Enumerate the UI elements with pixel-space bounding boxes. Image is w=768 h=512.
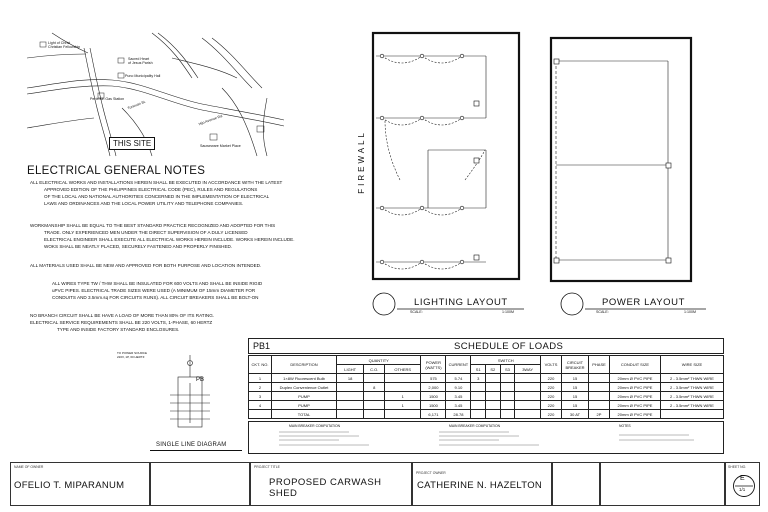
power-layout-title: POWER LAYOUT <box>602 297 686 308</box>
cell-conduit: 20mm Ø PVC PIPE <box>610 374 661 383</box>
cell-power: 1500 <box>421 392 446 401</box>
power-layout-plan <box>548 35 698 285</box>
cell-volts: 220 <box>541 392 562 401</box>
engineer-cell <box>412 462 552 506</box>
cell-phase <box>589 383 610 392</box>
col-conduit: CONDUIT SIZE <box>610 356 661 374</box>
col-volts: VOLTS <box>541 356 562 374</box>
note-line: NO BRANCH CIRCUIT SHALL BE HAVE A LOAD OF MORE THAN 80% OF ITS RATING. <box>30 313 215 318</box>
note-line: OF THE LOCAL AND NATIONAL AUTHORITIES CONCERNED IN THE IMPLEMENTATION OF ELECTRICAL <box>44 194 270 199</box>
cell-s2 <box>486 383 501 392</box>
cell-s2 <box>486 374 501 383</box>
cell-breaker: 15 <box>562 392 589 401</box>
total-volts: 220 <box>541 410 562 419</box>
cell-phase <box>589 374 610 383</box>
cell-3way <box>515 383 541 392</box>
col-co: C.O. <box>364 365 385 374</box>
cell-s3 <box>500 383 515 392</box>
col-phase: PHASE <box>589 356 610 374</box>
cell-description: PUMP <box>272 401 337 410</box>
total-label: TOTAL <box>272 410 337 419</box>
cell-power: 1500 <box>421 401 446 410</box>
map-label-road-1: Tunuvan St. <box>126 99 147 111</box>
col-switch: SWITCH <box>471 356 541 365</box>
cell-s1 <box>471 383 486 392</box>
map-label-hall: Puno Municipality Hall <box>125 74 161 78</box>
map-label-sacred-heart: Sacred Heart of Jesus Parish <box>128 57 153 65</box>
notes-title: ELECTRICAL GENERAL NOTES <box>27 165 206 177</box>
note-line: uPVC PIPES. ELECTRICAL TRADE SIZES WERE USED (A MINIMUM OF 15mm DIAMETER FOR <box>52 288 256 293</box>
col-current: CURRENT <box>446 356 471 374</box>
note-line: APPROVED EDITION OF THE PHILIPPINES ELECTRICAL CODE (PEC), RULES AND REGULATIONS <box>44 187 258 192</box>
note-line: ELECTRICAL SERVICE REQUIREMENTS SHALL BE 220 VOLTS, 1-PHASE, 60 HERTZ <box>30 320 213 325</box>
total-power: 6,171 <box>421 410 446 419</box>
project-title: PROPOSED CARWASH SHED <box>269 477 382 499</box>
cell-others <box>385 383 421 392</box>
cell-ckt: 2 <box>249 383 272 392</box>
col-others: OTHERS <box>385 365 421 374</box>
cell-ckt: 1 <box>249 374 272 383</box>
cell-ckt <box>249 410 272 419</box>
service-source-label: TO POWER SOURCE 220V, 1P, 60 HERTZ <box>117 351 147 359</box>
cell-breaker: 15 <box>562 383 589 392</box>
approval-cell <box>552 462 600 506</box>
map-label-road-2: Hijo Avenue Rd. <box>198 113 224 127</box>
lighting-layout-plan <box>370 30 522 282</box>
project-label: PROJECT TITLE <box>254 465 280 469</box>
sheet-cell <box>725 462 760 506</box>
owner-label: NAME OF OWNER <box>14 465 44 469</box>
cell-wire: 2 - 3.5mm² THWN WIRE <box>661 401 724 410</box>
computation-label-a: MAIN BREAKER COMPUTATION <box>289 424 341 428</box>
cell-description: PUMP <box>272 392 337 401</box>
cell-current: 3.45 <box>446 401 471 410</box>
lighting-scale-label: SCALE: <box>410 310 423 314</box>
col-s1: S1 <box>471 365 486 374</box>
table-row <box>249 374 724 383</box>
col-description: DESCRIPTION <box>272 356 337 374</box>
cell-3way <box>515 374 541 383</box>
cell-phase <box>589 392 610 401</box>
cell-current: 9.10 <box>446 383 471 392</box>
project-cell <box>250 462 412 506</box>
cell-co <box>364 374 385 383</box>
owner-cell <box>10 462 150 506</box>
note-line: WORKMANSHIP SHALL BE EQUAL TO THE BEST STANDARD PRACTICE RECOGNIZED AND ADOPTED FOR THIS <box>30 223 276 228</box>
cell-s1 <box>471 401 486 410</box>
col-breaker: CIRCUIT BREAKER <box>562 356 589 374</box>
table-row <box>249 383 724 392</box>
table-total-row <box>249 410 724 419</box>
single-line-diagram <box>150 345 245 435</box>
cell-light <box>337 401 364 410</box>
cell-light: 18 <box>337 374 364 383</box>
sheet-letter: E <box>740 475 745 482</box>
computation-box <box>248 421 724 454</box>
map-label-church: Light of Christ Christian Fellowship <box>48 41 81 49</box>
cell-description: Duplex Convenience Outlet <box>272 383 337 392</box>
power-scale-label: SCALE: <box>596 310 609 314</box>
cell-s2 <box>486 401 501 410</box>
power-scale-value: 1:100M <box>684 310 696 314</box>
col-light: LIGHT <box>337 365 364 374</box>
note-line: LAWS AND ORDINANCES AND THE LOCAL POWER UTILITY AND TELEPHONE COMPANIES. <box>44 201 244 206</box>
owner-name: OFELIO T. MIPARANUM <box>14 480 125 491</box>
sheet-number: 1/1 <box>739 487 746 492</box>
cell-conduit: 20mm Ø PVC PIPE <box>610 401 661 410</box>
sheet-label: SHEET NO. <box>728 465 747 469</box>
firewall-label: FIREWALL <box>357 130 366 194</box>
cell-ckt: 3 <box>249 392 272 401</box>
single-line-underline <box>150 450 242 451</box>
note-line: ALL WIRES TYPE TW / THW SHALL BE INSULATED FOR 600 VOLTS AND SHALL BE INSIDE RIGID <box>52 281 263 286</box>
col-power: POWER (WATTS) <box>421 356 446 374</box>
cell-wire: 2 - 3.5mm² THWN WIRE <box>661 374 724 383</box>
col-quantity: QUANTITY <box>337 356 421 365</box>
cell-wire: 2 - 3.5mm² THWN WIRE <box>661 383 724 392</box>
col-s2: S2 <box>486 365 501 374</box>
cell-conduit: 20mm Ø PVC PIPE <box>610 392 661 401</box>
cell-light <box>337 392 364 401</box>
cell-light <box>337 383 364 392</box>
cell-others: 1 <box>385 392 421 401</box>
note-line: TYPE AND INSIDE FACTORY STANDARD ENCLOSURES. <box>57 327 180 332</box>
cell-s3 <box>500 392 515 401</box>
engineer-label: PROJECT OWNER <box>416 471 446 475</box>
cell-volts: 220 <box>541 383 562 392</box>
note-line: TRADE. ONLY EXPERIENCED MEN UNDER THE DIRECT SUPERVISION OF A DULY LICENSED <box>44 230 248 235</box>
computation-label-b: MAIN BREAKER COMPUTATION <box>449 424 501 428</box>
table-row <box>249 401 724 410</box>
cell-others <box>385 374 421 383</box>
cell-s1 <box>471 392 486 401</box>
single-line-title: SINGLE LINE DIAGRAM <box>156 442 227 448</box>
col-wire: WIRE SIZE <box>661 356 724 374</box>
computation-text-lines <box>279 429 699 451</box>
cell-s1: 3 <box>471 374 486 383</box>
total-breaker: 30 AT <box>562 410 589 419</box>
schedule-table <box>248 355 724 419</box>
cell-co <box>364 401 385 410</box>
cell-current: 5.74 <box>446 374 471 383</box>
cell-phase <box>589 401 610 410</box>
map-label-market: Sauweware Market Place <box>200 144 241 148</box>
table-row <box>249 392 724 401</box>
note-line: WOKS SHALL BE NEATLY PLACED, SECURELY FASTENED AND PROPERLY FINISHED. <box>44 244 233 249</box>
cell-co: 8 <box>364 383 385 392</box>
cell-description: 1×8W Fluorescent Bulb <box>272 374 337 383</box>
cell-wire: 2 - 3.5mm² THWN WIRE <box>661 392 724 401</box>
total-current: 28.78 <box>446 410 471 419</box>
cell-conduit: 20mm Ø PVC PIPE <box>610 383 661 392</box>
cell-power: 575 <box>421 374 446 383</box>
schedule-header <box>248 338 724 354</box>
map-label-gas-station: Pertersin Gas Station <box>90 97 125 101</box>
lighting-scale-value: 1:100M <box>502 310 514 314</box>
col-ckt: CKT. NO. <box>249 356 272 374</box>
note-line: ALL ELECTRICAL WORKS AND INSTALLATIONS HEREIN SHALL BE EXECUTED IN ACCORDANCE WITH THE LATEST <box>30 180 283 185</box>
revisions-cell <box>600 462 725 506</box>
panel-label: PB <box>196 377 205 383</box>
computation-notes-label: NOTES <box>619 424 631 428</box>
cell-breaker: 15 <box>562 401 589 410</box>
cell-breaker: 15 <box>562 374 589 383</box>
cell-co <box>364 392 385 401</box>
total-conduit: 20mm Ø PVC PIPE <box>610 410 661 419</box>
cell-s3 <box>500 374 515 383</box>
schedule-panel: PB1 <box>253 341 271 351</box>
col-3way: 3WAY <box>515 365 541 374</box>
cell-ckt: 4 <box>249 401 272 410</box>
cell-current: 3.45 <box>446 392 471 401</box>
note-line: ALL MATERIALS USED SHALL BE NEW AND APPROVED FOR BOTH PURPOSE AND LOCATION INTENDED. <box>30 263 262 268</box>
owner-meta-cell <box>150 462 250 506</box>
schedule-title: SCHEDULE OF LOADS <box>454 341 564 352</box>
cell-s2 <box>486 392 501 401</box>
cell-others: 1 <box>385 401 421 410</box>
engineer-name: CATHERINE N. HAZELTON <box>417 480 543 491</box>
total-phase: 2P <box>589 410 610 419</box>
this-site-marker: THIS SITE <box>109 137 155 150</box>
cell-3way <box>515 392 541 401</box>
note-line: CONDUITS AND 3.5mm.sq FOR CIRCUITS RUNS). ALL CIRCUIT BREAKERS SHALL BE BOLT-ON <box>52 295 259 300</box>
cell-volts: 220 <box>541 374 562 383</box>
cell-power: 2,000 <box>421 383 446 392</box>
note-line: ELECTRICAL ENGINEER SHALL EXECUTE ALL ELECTRICAL WORKS HEREIN INCLUDE. WORKS HEREIN INCLUDE. <box>44 237 295 242</box>
cell-3way <box>515 401 541 410</box>
cell-volts: 220 <box>541 401 562 410</box>
col-s3: S3 <box>500 365 515 374</box>
cell-s3 <box>500 401 515 410</box>
lighting-layout-title: LIGHTING LAYOUT <box>414 297 508 308</box>
